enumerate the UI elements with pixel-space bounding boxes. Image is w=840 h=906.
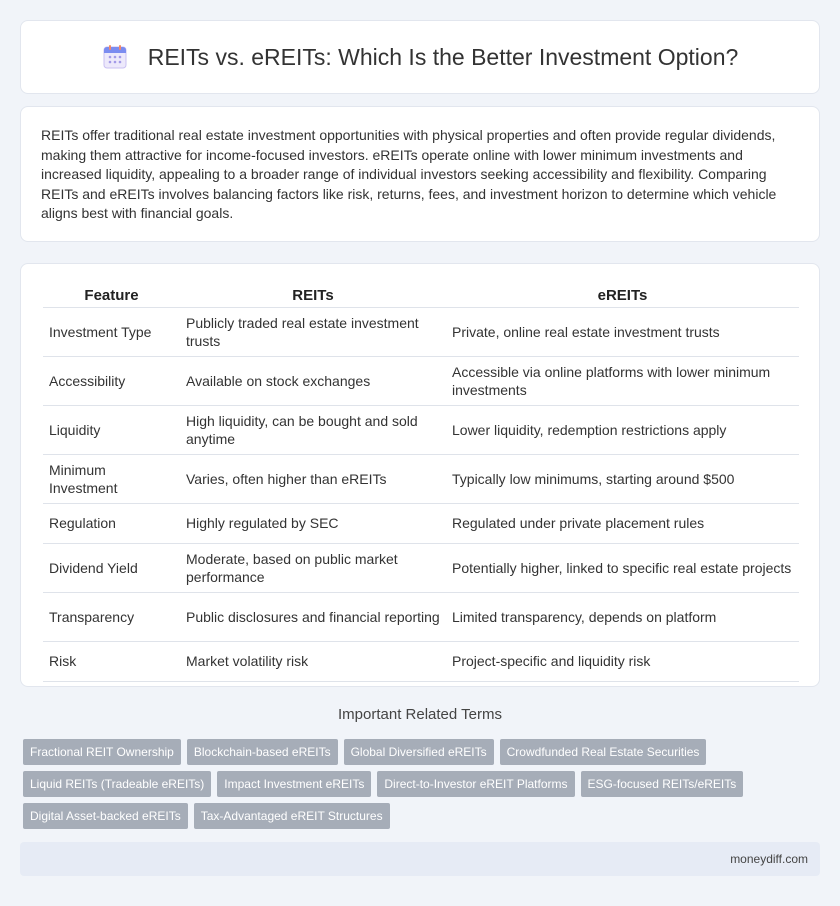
related-term-tag[interactable]: ESG-focused REITs/eREITs: [581, 771, 744, 797]
related-term-tag[interactable]: Tax-Advantaged eREIT Structures: [194, 803, 390, 829]
footer: [20, 842, 820, 876]
footer-site-link[interactable]: moneydiff.com: [730, 852, 808, 866]
reits-cell: Available on stock exchanges: [180, 356, 446, 405]
related-terms-title: Important Related Terms: [338, 706, 502, 723]
comparison-table-card: [20, 263, 820, 687]
ereits-cell: Typically low minimums, starting around $500: [446, 454, 799, 503]
ereits-cell: Project-specific and liquidity risk: [446, 641, 799, 681]
header-ereits: eREITs: [446, 284, 799, 307]
feature-cell: Risk: [43, 641, 180, 681]
ereits-cell: Accessible via online platforms with lower minimum investments: [446, 356, 799, 405]
table-row: [43, 592, 799, 641]
feature-cell: Dividend Yield: [43, 543, 180, 592]
table-row: [43, 454, 799, 503]
title-card: [20, 20, 820, 94]
calendar-grid-icon: [102, 44, 128, 70]
ereits-cell: Regulated under private placement rules: [446, 503, 799, 543]
related-term-tag[interactable]: Fractional REIT Ownership: [23, 739, 181, 765]
related-term-tag[interactable]: Direct-to-Investor eREIT Platforms: [377, 771, 574, 797]
table-row: [43, 641, 799, 681]
reits-cell: Moderate, based on public market performance: [180, 543, 446, 592]
reits-cell: Publicly traded real estate investment trusts: [180, 307, 446, 356]
related-term-tag[interactable]: Liquid REITs (Tradeable eREITs): [23, 771, 211, 797]
ereits-cell: Private, online real estate investment trusts: [446, 307, 799, 356]
feature-cell: Minimum Investment: [43, 454, 180, 503]
table-row: [43, 503, 799, 543]
ereits-cell: Lower liquidity, redemption restrictions apply: [446, 405, 799, 454]
intro-paragraph: REITs offer traditional real estate investment opportunities with physical properties and often provide regular dividends, making them attractive for income-focused investors. eREITs operate online with lower minimum investments and increased liquidity, appealing to a broader range of individual investors seeking accessibility and flexibility. Comparing REITs and eREITs involves balancing factors like risk, returns, fees, and investment horizon to determine which vehicle aligns best with financial goals.: [41, 127, 777, 221]
related-term-tag[interactable]: Crowdfunded Real Estate Securities: [500, 739, 707, 765]
related-term-tag[interactable]: Global Diversified eREITs: [344, 739, 494, 765]
header-feature: Feature: [43, 284, 180, 307]
related-term-tag[interactable]: Digital Asset-backed eREITs: [23, 803, 188, 829]
intro-card: [20, 106, 820, 242]
related-terms-tags: [23, 739, 823, 835]
reits-cell: Varies, often higher than eREITs: [180, 454, 446, 503]
ereits-cell: Potentially higher, linked to specific real estate projects: [446, 543, 799, 592]
table-row: [43, 307, 799, 356]
table-row: [43, 356, 799, 405]
reits-cell: Public disclosures and financial reporting: [180, 592, 446, 641]
ereits-cell: Limited transparency, depends on platform: [446, 592, 799, 641]
header-reits: REITs: [180, 284, 446, 307]
feature-cell: Investment Type: [43, 307, 180, 356]
feature-cell: Liquidity: [43, 405, 180, 454]
feature-cell: Transparency: [43, 592, 180, 641]
related-term-tag[interactable]: Blockchain-based eREITs: [187, 739, 338, 765]
reits-cell: Highly regulated by SEC: [180, 503, 446, 543]
feature-cell: Regulation: [43, 503, 180, 543]
table-header-row: [43, 284, 799, 307]
reits-cell: Market volatility risk: [180, 641, 446, 681]
table-row: [43, 543, 799, 592]
reits-cell: High liquidity, can be bought and sold anytime: [180, 405, 446, 454]
related-term-tag[interactable]: Impact Investment eREITs: [217, 771, 371, 797]
comparison-table: [43, 284, 799, 682]
page-title: REITs vs. eREITs: Which Is the Better Investment Option?: [147, 43, 739, 70]
table-row: [43, 405, 799, 454]
feature-cell: Accessibility: [43, 356, 180, 405]
